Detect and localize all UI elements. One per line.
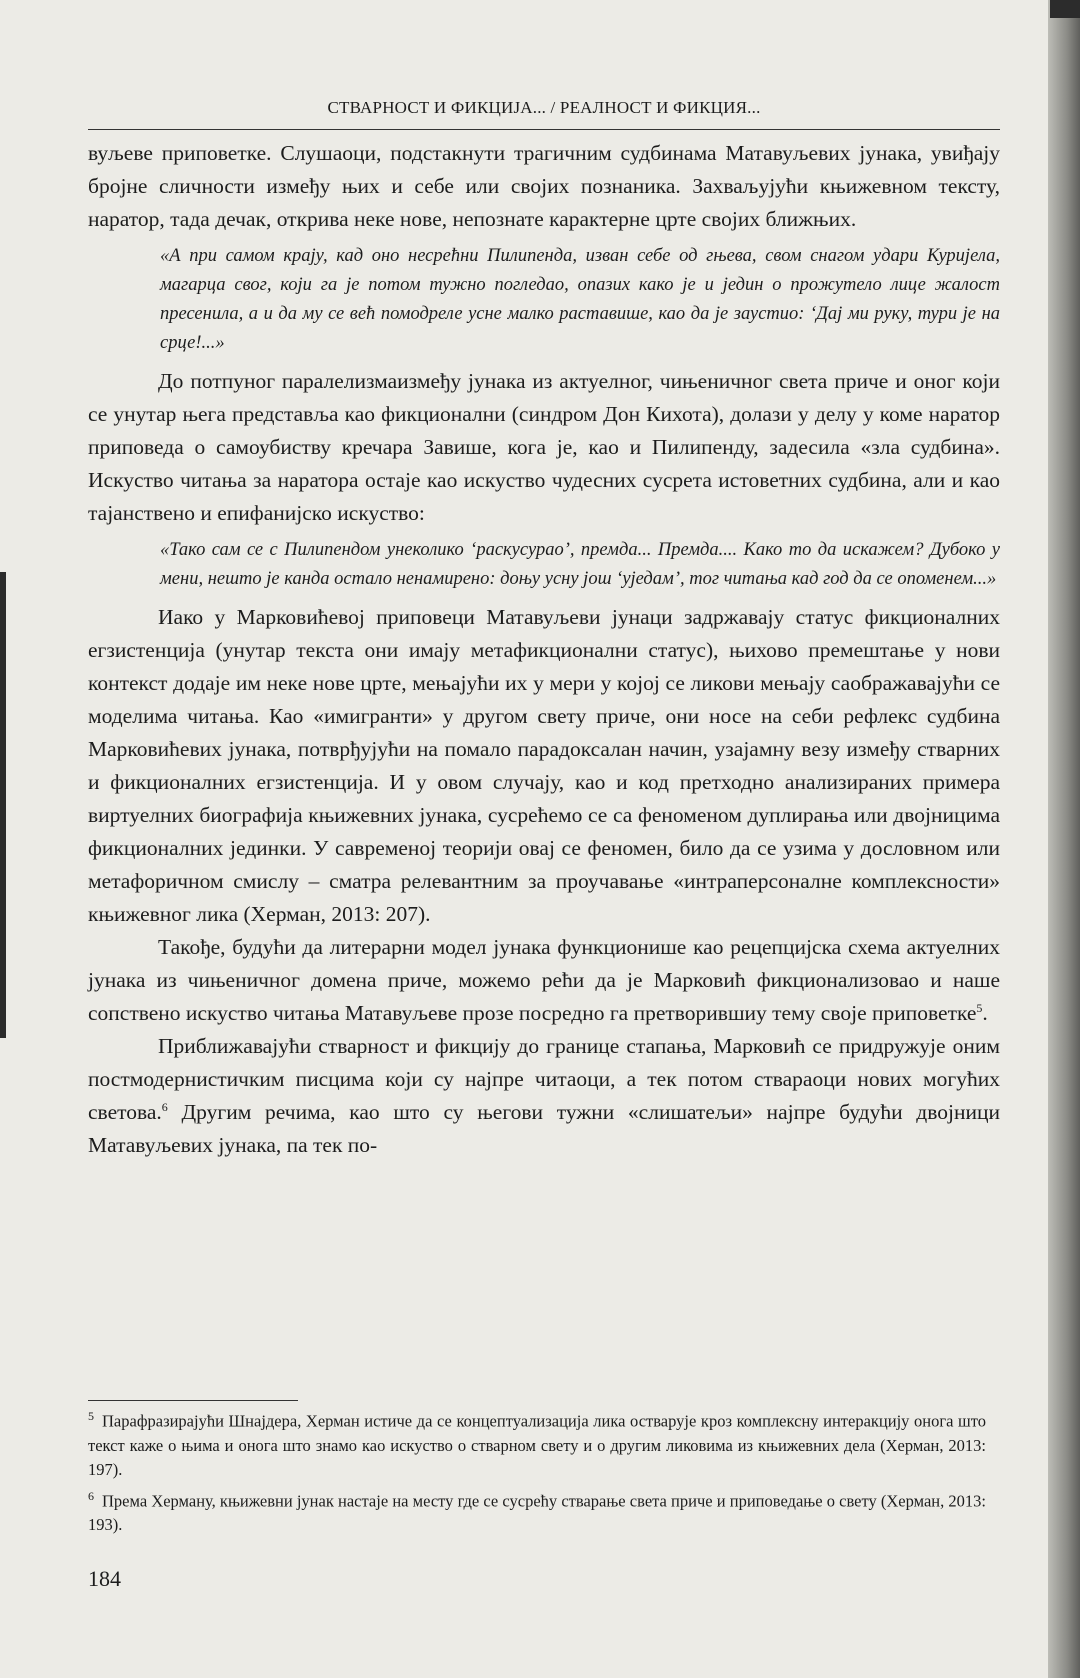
running-head: СТВАРНОСТ И ФИКЦИЈА... / РЕАЛНОСТ И ФИКЦИЯ... — [327, 98, 761, 117]
footnote-text: Парафразирајући Шнајдера, Херман истиче да се концептуализација лика остварује кроз комплексну интеракцију онога што текст каже о њима и онога што знамо као искуство о стварном свету и о другим ликовима из књижевних дела (Херман, 2013: 197). — [88, 1411, 986, 1479]
paragraph-1: вуљеве приповетке. Слушаоци, подстакнути трагичним судбинама Матавуљевих јунака, увиђају бројне сличности између њих и себе или својих познаника. Захваљујући књижевном тексту, наратор, тада дечак, открива неке нове, непознате карактерне црте својих ближњих. — [88, 141, 1000, 231]
page-edge — [1048, 0, 1080, 1678]
quote-2: «Тако сам се с Пилипендом унеколико ‘раскусурао’, премда... Премда.... Како то да искажем? Дубоко у мени, нешто је канда остало ненамирено: доњу усну још ‘уједам’, тог читања кад год да се опоменем...» — [160, 540, 1000, 589]
corner-shadow — [1050, 0, 1080, 18]
footnote-number: 6 — [88, 1488, 94, 1503]
footnotes — [88, 1404, 986, 1539]
body-text — [88, 137, 1000, 1162]
quote-1: «А при самом крају, кад оно несрећни Пилипенда, изван себе од гњева, свом снагом удари Куријела, магарца свог, који га је потом тужно погледао, опазих како је и једин о прожутело лице жалост пресенила, а и да му се већ помодреле усне малко раставише, као да је заустио: ‘Дај ми руку, тури је на срце!...» — [160, 246, 1000, 353]
paragraph-5-text-b: Другим речима, као што су његови тужни «слишатељи» најпре будући двојници Матавуљевих јунака, па тек по- — [88, 1100, 1000, 1157]
footnote-ref-5[interactable]: 5 — [976, 1000, 983, 1015]
page-number: 184 — [88, 1566, 121, 1591]
header-rule — [88, 129, 1000, 130]
footnote-rule — [88, 1400, 298, 1401]
footnote-text: Према Херману, књижевни јунак настаје на месту где се сусрећу стварање света приче и приповедање о свету (Херман, 2013: 193). — [88, 1491, 986, 1534]
footnote-ref-6[interactable]: 6 — [161, 1099, 168, 1114]
paragraph-5 — [88, 1030, 1000, 1162]
paragraph-4-end: . — [982, 1001, 988, 1025]
paragraph-5-text-a: Приближавајући стварност и фикцију до границе стапања, Марковић се придружује оним постмодернистичким писцима који су најпре читаоци, а тек потом ствараоци нових могућих светова. — [88, 1034, 1000, 1124]
paragraph-2: До потпуног паралелизмаизмеђу јунака из актуелног, чињеничног света приче и оног који се унутар њега представља као фикционални (синдром Дон Кихота), долази у делу у коме наратор приповеда о самоубиству кречара Завише, кога је, као и Пилипенду, задесила «зла судбина». Искуство читања за наратора остаје као искуство чудесних сусрета истоветних судбина, али и као тајанствено и епифанијско искуство: — [88, 369, 1000, 525]
binding-shadow — [0, 572, 6, 1038]
paragraph-3: Иако у Марковићевој приповеци Матавуљеви јунаци задржавају статус фикционалних егзистенција (унутар текста они имају метафикционални статус), њихово премештање у нови контекст додаје им неке нове црте, мењајући их у мери у којој се ликови мењају саображавајући се моделима читања. Као «имигранти» у другом свету приче, они носе на себи рефлекс судбина Марковићевих јунака, потврђујући на помало парадоксалан начин, узајамну везу између стварних и фикционалних егзистенција. И у овом случају, као и код претходно анализираних примера виртуелних биографија књижевних јунака, сусрећемо се са феноменом дуплирања или двојницима фикционалних јединки. У савременој теорији овај се феномен, било да се узима у дословном или метафоричном смислу – сматра релевантним за проучавање «интраперсоналне комплексности» књижевног лика (Херман, 2013: 207). — [88, 605, 1000, 926]
paragraph-4-text: Такође, будући да литерарни модел јунака функционише као рецепцијска схема актуелних јунака из чињеничног домена приче, можемо рећи да је Марковић фикционализовао и наше сопствено искуство читања Матавуљеве прозе посредно га претворившиу тему своје приповетке — [88, 935, 1000, 1025]
paragraph-4 — [88, 931, 1000, 1030]
footnote-number: 5 — [88, 1409, 94, 1423]
footnote-5 — [88, 1404, 986, 1482]
footnote-6 — [88, 1484, 986, 1538]
